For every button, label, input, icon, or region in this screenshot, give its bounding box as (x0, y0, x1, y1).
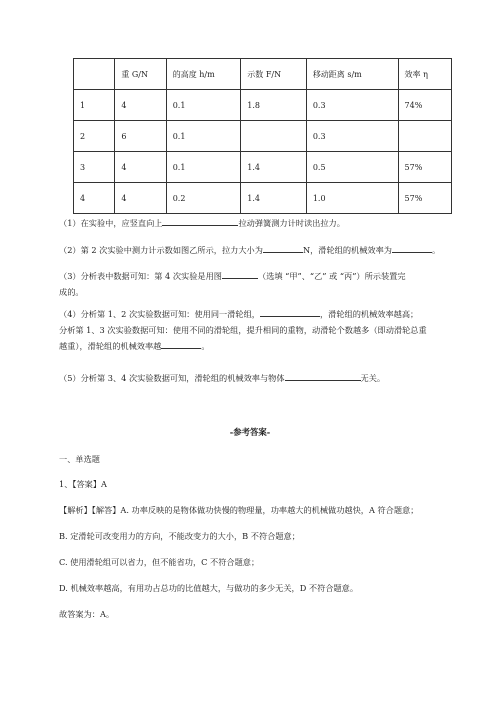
table-cell: 0.1 (166, 121, 241, 152)
question-text: （4）分析第 1、2 次实验数据可知：使用同一滑轮组， (59, 309, 260, 319)
question-text: ，滑轮组的机械效率越高； (319, 309, 419, 319)
answer-blank (392, 243, 432, 253)
table-header-row (74, 59, 452, 90)
table-cell: 1.8 (241, 90, 307, 121)
answer-section-title: -参考答案- (229, 427, 271, 437)
table-cell: 3 (74, 152, 115, 183)
question-text: （2）第 2 次实验中测力计示数如图乙所示，拉力大小为 (59, 245, 263, 255)
table-cell: 0.1 (166, 152, 241, 183)
question-2 (59, 242, 459, 258)
table-cell: 1.4 (241, 183, 307, 214)
analysis-line: C. 使用滑轮组可以省力，但不能省功，C 不符合题意； (59, 557, 260, 567)
question-3 (59, 268, 459, 300)
table-header-cell: 的高度 h/m (166, 59, 241, 90)
table-cell: 0.1 (166, 90, 241, 121)
table-header-cell: 重 G/N (115, 59, 166, 90)
analysis-line: 故答案为：A。 (59, 609, 115, 619)
question-text: 。 (201, 341, 210, 351)
question-1 (59, 215, 459, 231)
question-text: 拉动弹簧测力计时读出拉力。 (238, 218, 345, 228)
table-row (74, 121, 452, 152)
question-5 (59, 370, 459, 386)
answer-blank (162, 216, 238, 226)
answer-blank (222, 269, 258, 279)
table-cell: 74% (398, 90, 451, 121)
answer-blank (161, 339, 201, 349)
question-text: 分析第 1、3 次实验数据可知：使用不同的滑轮组，提升相同的重物，动滑轮个数越多（即动滑轮总重 (59, 325, 427, 335)
question-text: （3）分析表中数据可知：第 4 次实验是用图 (59, 271, 222, 281)
question-text: （1）在实验中，应竖直向上 (59, 218, 163, 228)
question-text: （选填 “甲”、“乙” 或 “丙”）所示装置完 (258, 271, 406, 281)
table-cell: 0.3 (306, 121, 398, 152)
experiment-data-table (73, 58, 452, 214)
table-cell: 1 (74, 90, 115, 121)
section-heading: 一、单选题 (59, 454, 100, 464)
table-cell: 0.2 (166, 183, 241, 214)
table-cell: 4 (74, 183, 115, 214)
question-text: 越重），滑轮组的机械效率越 (59, 341, 162, 351)
table-header-cell: 示数 F/N (241, 59, 307, 90)
table-cell: 1.4 (241, 152, 307, 183)
table-cell: 57% (398, 183, 451, 214)
table-header-cell: 效率 η (398, 59, 451, 90)
answer-blank (285, 371, 361, 381)
analysis-line: 【解析】【解答】A. 功率反映的是物体做功快慢的物理量，功率越大的机械做功越快，A 符合题意； (59, 505, 419, 515)
table-header-cell: 移动距离 s/m (306, 59, 398, 90)
table-cell (398, 121, 451, 152)
table-cell: 4 (115, 90, 166, 121)
table-cell: 4 (115, 152, 166, 183)
question-text: N，滑轮组的机械效率为 (302, 245, 392, 255)
question-text: 。 (431, 245, 441, 255)
question-text: （5）分析第 3、4 次实验数据可知，滑轮组的机械效率与物体 (59, 373, 285, 383)
answer-blank (260, 307, 320, 317)
table-row (74, 152, 452, 183)
question-text: 无关。 (360, 373, 386, 383)
table-row (74, 90, 452, 121)
table-cell: 57% (398, 152, 451, 183)
table-header-cell (74, 59, 115, 90)
question-4 (59, 306, 469, 354)
analysis-line: D. 机械效率越高，有用功占总功的比值越大，与做功的多少无关，D 不符合题意。 (59, 583, 359, 593)
table-row (74, 183, 452, 214)
table-cell: 0.3 (306, 90, 398, 121)
table-cell: 0.5 (306, 152, 398, 183)
table-cell: 6 (115, 121, 166, 152)
table-cell: 4 (115, 183, 166, 214)
analysis-line: B. 定滑轮可改变用力的方向，不能改变力的大小，B 不符合题意； (59, 531, 300, 541)
answer-item: 1、【答案】A (59, 479, 107, 489)
question-text: 成的。 (59, 287, 84, 297)
table-cell (241, 121, 307, 152)
table-cell: 1.0 (306, 183, 398, 214)
answer-blank (263, 243, 303, 253)
table-cell: 2 (74, 121, 115, 152)
